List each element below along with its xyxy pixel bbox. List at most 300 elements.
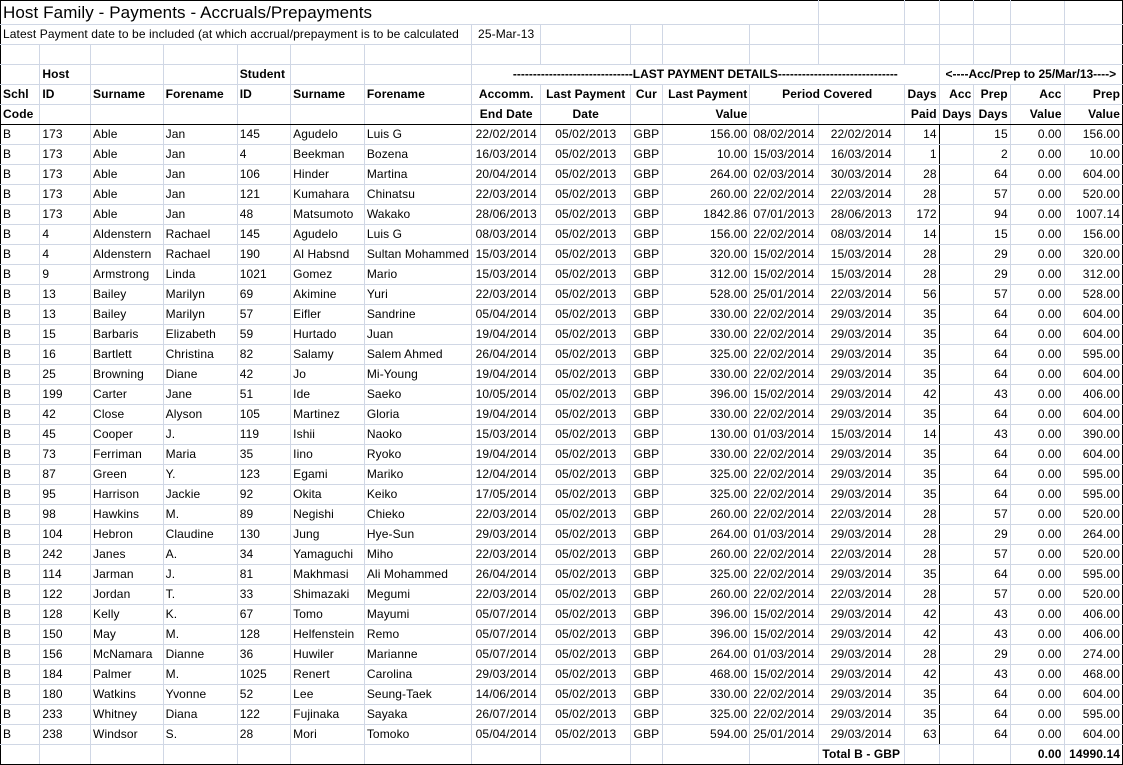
acc-days[interactable] xyxy=(939,385,974,405)
accomm-end-date[interactable]: 26/04/2014 xyxy=(472,565,541,585)
period-to[interactable]: 29/03/2014 xyxy=(818,465,905,485)
prep-value[interactable]: 520.00 xyxy=(1064,505,1122,525)
acc-value[interactable]: 0.00 xyxy=(1010,505,1064,525)
period-to[interactable]: 22/03/2014 xyxy=(818,185,905,205)
days-paid[interactable]: 14 xyxy=(905,425,940,445)
student-surname[interactable]: Yamaguchi xyxy=(291,545,365,565)
host-forename[interactable]: T. xyxy=(163,585,237,605)
accomm-end-date[interactable]: 22/03/2014 xyxy=(472,585,541,605)
host-forename[interactable]: M. xyxy=(163,505,237,525)
schl-code[interactable]: B xyxy=(1,705,40,725)
acc-days[interactable] xyxy=(939,445,974,465)
last-payment-date[interactable]: 05/02/2013 xyxy=(541,685,631,705)
prep-value[interactable]: 312.00 xyxy=(1064,265,1122,285)
accomm-end-date[interactable]: 14/06/2014 xyxy=(472,685,541,705)
last-payment-date[interactable]: 05/02/2013 xyxy=(541,125,631,145)
period-from[interactable]: 25/01/2014 xyxy=(750,725,818,745)
schl-code[interactable]: B xyxy=(1,625,40,645)
schl-code[interactable]: B xyxy=(1,205,40,225)
period-to[interactable]: 29/03/2014 xyxy=(818,305,905,325)
acc-days[interactable] xyxy=(939,325,974,345)
acc-value[interactable]: 0.00 xyxy=(1010,245,1064,265)
prep-days[interactable]: 64 xyxy=(974,405,1010,425)
student-forename[interactable]: Juan xyxy=(364,325,471,345)
period-to[interactable]: 29/03/2014 xyxy=(818,605,905,625)
student-forename[interactable]: Seung-Taek xyxy=(364,685,471,705)
prep-days[interactable]: 64 xyxy=(974,685,1010,705)
currency[interactable]: GBP xyxy=(631,185,662,205)
student-id[interactable]: 67 xyxy=(237,605,290,625)
student-forename[interactable]: Mariko xyxy=(364,465,471,485)
days-paid[interactable]: 35 xyxy=(905,345,940,365)
host-id[interactable]: 9 xyxy=(40,265,91,285)
last-payment-value[interactable]: 396.00 xyxy=(662,385,750,405)
acc-days[interactable] xyxy=(939,605,974,625)
prep-value[interactable]: 604.00 xyxy=(1064,325,1122,345)
prep-days[interactable]: 29 xyxy=(974,525,1010,545)
student-surname[interactable]: Martinez xyxy=(291,405,365,425)
acc-value[interactable]: 0.00 xyxy=(1010,545,1064,565)
host-id[interactable]: 98 xyxy=(40,505,91,525)
host-id[interactable]: 25 xyxy=(40,365,91,385)
last-payment-value[interactable]: 468.00 xyxy=(662,665,750,685)
last-payment-value[interactable]: 325.00 xyxy=(662,565,750,585)
student-forename[interactable]: Remo xyxy=(364,625,471,645)
prep-days[interactable]: 57 xyxy=(974,585,1010,605)
prep-value[interactable]: 520.00 xyxy=(1064,185,1122,205)
acc-value[interactable]: 0.00 xyxy=(1010,405,1064,425)
host-id[interactable]: 184 xyxy=(40,665,91,685)
acc-value[interactable]: 0.00 xyxy=(1010,385,1064,405)
currency[interactable]: GBP xyxy=(631,145,662,165)
period-to[interactable]: 22/02/2014 xyxy=(818,125,905,145)
period-from[interactable]: 15/02/2014 xyxy=(750,265,818,285)
acc-days[interactable] xyxy=(939,725,974,745)
days-paid[interactable]: 35 xyxy=(905,365,940,385)
days-paid[interactable]: 35 xyxy=(905,685,940,705)
prep-days[interactable]: 64 xyxy=(974,465,1010,485)
host-surname[interactable]: Close xyxy=(91,405,164,425)
prep-value[interactable]: 604.00 xyxy=(1064,725,1122,745)
last-payment-value[interactable]: 156.00 xyxy=(662,225,750,245)
host-id[interactable]: 73 xyxy=(40,445,91,465)
student-surname[interactable]: Fujinaka xyxy=(291,705,365,725)
host-id[interactable]: 104 xyxy=(40,525,91,545)
currency[interactable]: GBP xyxy=(631,285,662,305)
last-payment-value[interactable]: 260.00 xyxy=(662,585,750,605)
last-payment-date[interactable]: 05/02/2013 xyxy=(541,225,631,245)
last-payment-date[interactable]: 05/02/2013 xyxy=(541,565,631,585)
accomm-end-date[interactable]: 17/05/2014 xyxy=(472,485,541,505)
period-from[interactable]: 01/03/2014 xyxy=(750,645,818,665)
host-surname[interactable]: Able xyxy=(91,165,164,185)
acc-days[interactable] xyxy=(939,405,974,425)
currency[interactable]: GBP xyxy=(631,265,662,285)
accomm-end-date[interactable]: 19/04/2014 xyxy=(472,325,541,345)
period-from[interactable]: 15/02/2014 xyxy=(750,385,818,405)
days-paid[interactable]: 28 xyxy=(905,645,940,665)
student-surname[interactable]: Tomo xyxy=(291,605,365,625)
student-id[interactable]: 33 xyxy=(237,585,290,605)
currency[interactable]: GBP xyxy=(631,565,662,585)
last-payment-value[interactable]: 528.00 xyxy=(662,285,750,305)
host-forename[interactable]: Linda xyxy=(163,265,237,285)
period-from[interactable]: 22/02/2014 xyxy=(750,565,818,585)
host-id[interactable]: 13 xyxy=(40,305,91,325)
host-surname[interactable]: Jarman xyxy=(91,565,164,585)
host-forename[interactable]: M. xyxy=(163,665,237,685)
period-from[interactable]: 25/01/2014 xyxy=(750,285,818,305)
currency[interactable]: GBP xyxy=(631,345,662,365)
last-payment-date[interactable]: 05/02/2013 xyxy=(541,365,631,385)
period-from[interactable]: 01/03/2014 xyxy=(750,525,818,545)
student-id[interactable]: 128 xyxy=(237,625,290,645)
student-surname[interactable]: Matsumoto xyxy=(291,205,365,225)
student-surname[interactable]: Shimazaki xyxy=(291,585,365,605)
host-id[interactable]: 173 xyxy=(40,185,91,205)
host-forename[interactable]: M. xyxy=(163,625,237,645)
host-id[interactable]: 95 xyxy=(40,485,91,505)
acc-value[interactable]: 0.00 xyxy=(1010,205,1064,225)
student-forename[interactable]: Hye-Sun xyxy=(364,525,471,545)
acc-value[interactable]: 0.00 xyxy=(1010,305,1064,325)
student-forename[interactable]: Carolina xyxy=(364,665,471,685)
host-id[interactable]: 4 xyxy=(40,225,91,245)
accomm-end-date[interactable]: 26/04/2014 xyxy=(472,345,541,365)
student-surname[interactable]: Salamy xyxy=(291,345,365,365)
last-payment-date[interactable]: 05/02/2013 xyxy=(541,645,631,665)
acc-value[interactable]: 0.00 xyxy=(1010,145,1064,165)
student-surname[interactable]: Renert xyxy=(291,665,365,685)
prep-days[interactable]: 29 xyxy=(974,265,1010,285)
currency[interactable]: GBP xyxy=(631,205,662,225)
student-forename[interactable]: Bozena xyxy=(364,145,471,165)
days-paid[interactable]: 28 xyxy=(905,185,940,205)
currency[interactable]: GBP xyxy=(631,705,662,725)
host-forename[interactable]: Claudine xyxy=(163,525,237,545)
schl-code[interactable]: B xyxy=(1,245,40,265)
student-surname[interactable]: Jung xyxy=(291,525,365,545)
days-paid[interactable]: 14 xyxy=(905,125,940,145)
last-payment-value[interactable]: 330.00 xyxy=(662,445,750,465)
prep-value[interactable]: 604.00 xyxy=(1064,165,1122,185)
acc-days[interactable] xyxy=(939,705,974,725)
acc-value[interactable]: 0.00 xyxy=(1010,325,1064,345)
schl-code[interactable]: B xyxy=(1,305,40,325)
last-payment-value[interactable]: 156.00 xyxy=(662,125,750,145)
host-id[interactable]: 114 xyxy=(40,565,91,585)
schl-code[interactable]: B xyxy=(1,665,40,685)
student-surname[interactable]: Iino xyxy=(291,445,365,465)
student-surname[interactable]: Hurtado xyxy=(291,325,365,345)
host-id[interactable]: 173 xyxy=(40,165,91,185)
prep-days[interactable]: 57 xyxy=(974,505,1010,525)
prep-value[interactable]: 520.00 xyxy=(1064,545,1122,565)
acc-days[interactable] xyxy=(939,665,974,685)
student-surname[interactable]: Negishi xyxy=(291,505,365,525)
prep-days[interactable]: 94 xyxy=(974,205,1010,225)
student-forename[interactable]: Mario xyxy=(364,265,471,285)
prep-value[interactable]: 156.00 xyxy=(1064,225,1122,245)
acc-days[interactable] xyxy=(939,525,974,545)
prep-value[interactable]: 520.00 xyxy=(1064,585,1122,605)
schl-code[interactable]: B xyxy=(1,605,40,625)
period-to[interactable]: 16/03/2014 xyxy=(818,145,905,165)
student-forename[interactable]: Gloria xyxy=(364,405,471,425)
prep-value[interactable]: 595.00 xyxy=(1064,465,1122,485)
student-forename[interactable]: Ryoko xyxy=(364,445,471,465)
student-id[interactable]: 145 xyxy=(237,125,290,145)
host-surname[interactable]: Hawkins xyxy=(91,505,164,525)
schl-code[interactable]: B xyxy=(1,425,40,445)
student-surname[interactable]: Agudelo xyxy=(291,125,365,145)
last-payment-value[interactable]: 330.00 xyxy=(662,405,750,425)
currency[interactable]: GBP xyxy=(631,425,662,445)
host-forename[interactable]: Marilyn xyxy=(163,285,237,305)
host-surname[interactable]: Aldenstern xyxy=(91,245,164,265)
prep-value[interactable]: 595.00 xyxy=(1064,565,1122,585)
currency[interactable]: GBP xyxy=(631,465,662,485)
host-id[interactable]: 150 xyxy=(40,625,91,645)
accomm-end-date[interactable]: 22/02/2014 xyxy=(472,125,541,145)
last-payment-date[interactable]: 05/02/2013 xyxy=(541,725,631,745)
accomm-end-date[interactable]: 15/03/2014 xyxy=(472,265,541,285)
acc-value[interactable]: 0.00 xyxy=(1010,185,1064,205)
period-to[interactable]: 29/03/2014 xyxy=(818,345,905,365)
period-to[interactable]: 22/03/2014 xyxy=(818,585,905,605)
currency[interactable]: GBP xyxy=(631,665,662,685)
currency[interactable]: GBP xyxy=(631,445,662,465)
period-to[interactable]: 15/03/2014 xyxy=(818,265,905,285)
student-id[interactable]: 82 xyxy=(237,345,290,365)
host-forename[interactable]: Diane xyxy=(163,365,237,385)
student-forename[interactable]: Sayaka xyxy=(364,705,471,725)
last-payment-value[interactable]: 1842.86 xyxy=(662,205,750,225)
student-surname[interactable]: Agudelo xyxy=(291,225,365,245)
acc-value[interactable]: 0.00 xyxy=(1010,625,1064,645)
days-paid[interactable]: 35 xyxy=(905,465,940,485)
host-id[interactable]: 199 xyxy=(40,385,91,405)
student-id[interactable]: 34 xyxy=(237,545,290,565)
student-surname[interactable]: Makhmasi xyxy=(291,565,365,585)
prep-value[interactable]: 604.00 xyxy=(1064,365,1122,385)
accomm-end-date[interactable]: 22/03/2014 xyxy=(472,505,541,525)
student-id[interactable]: 89 xyxy=(237,505,290,525)
student-forename[interactable]: Mi-Young xyxy=(364,365,471,385)
host-surname[interactable]: Hebron xyxy=(91,525,164,545)
acc-days[interactable] xyxy=(939,425,974,445)
last-payment-value[interactable]: 325.00 xyxy=(662,705,750,725)
schl-code[interactable]: B xyxy=(1,185,40,205)
days-paid[interactable]: 172 xyxy=(905,205,940,225)
student-surname[interactable]: Mori xyxy=(291,725,365,745)
prep-days[interactable]: 43 xyxy=(974,605,1010,625)
host-forename[interactable]: Jackie xyxy=(163,485,237,505)
student-surname[interactable]: Akimine xyxy=(291,285,365,305)
accomm-end-date[interactable]: 15/03/2014 xyxy=(472,245,541,265)
schl-code[interactable]: B xyxy=(1,585,40,605)
period-to[interactable]: 29/03/2014 xyxy=(818,365,905,385)
host-id[interactable]: 4 xyxy=(40,245,91,265)
host-forename[interactable]: Jane xyxy=(163,385,237,405)
period-to[interactable]: 29/03/2014 xyxy=(818,525,905,545)
period-from[interactable]: 15/02/2014 xyxy=(750,625,818,645)
accomm-end-date[interactable]: 10/05/2014 xyxy=(472,385,541,405)
currency[interactable]: GBP xyxy=(631,725,662,745)
prep-days[interactable]: 64 xyxy=(974,365,1010,385)
last-payment-date[interactable]: 05/02/2013 xyxy=(541,505,631,525)
student-forename[interactable]: Mayumi xyxy=(364,605,471,625)
period-from[interactable]: 02/03/2014 xyxy=(750,165,818,185)
student-forename[interactable]: Tomoko xyxy=(364,725,471,745)
host-id[interactable]: 156 xyxy=(40,645,91,665)
acc-days[interactable] xyxy=(939,265,974,285)
currency[interactable]: GBP xyxy=(631,385,662,405)
host-surname[interactable]: Armstrong xyxy=(91,265,164,285)
last-payment-value[interactable]: 325.00 xyxy=(662,345,750,365)
host-id[interactable]: 242 xyxy=(40,545,91,565)
period-to[interactable]: 29/03/2014 xyxy=(818,625,905,645)
student-id[interactable]: 28 xyxy=(237,725,290,745)
days-paid[interactable]: 42 xyxy=(905,625,940,645)
last-payment-date[interactable]: 05/02/2013 xyxy=(541,525,631,545)
currency[interactable]: GBP xyxy=(631,405,662,425)
prep-days[interactable]: 15 xyxy=(974,125,1010,145)
prep-days[interactable]: 64 xyxy=(974,345,1010,365)
acc-days[interactable] xyxy=(939,245,974,265)
schl-code[interactable]: B xyxy=(1,405,40,425)
student-id[interactable]: 92 xyxy=(237,485,290,505)
last-payment-date[interactable]: 05/02/2013 xyxy=(541,185,631,205)
last-payment-value[interactable]: 330.00 xyxy=(662,305,750,325)
acc-days[interactable] xyxy=(939,485,974,505)
acc-value[interactable]: 0.00 xyxy=(1010,665,1064,685)
days-paid[interactable]: 14 xyxy=(905,225,940,245)
schl-code[interactable]: B xyxy=(1,485,40,505)
host-surname[interactable]: Barbaris xyxy=(91,325,164,345)
acc-days[interactable] xyxy=(939,165,974,185)
accomm-end-date[interactable]: 16/03/2014 xyxy=(472,145,541,165)
student-id[interactable]: 4 xyxy=(237,145,290,165)
student-id[interactable]: 81 xyxy=(237,565,290,585)
student-id[interactable]: 42 xyxy=(237,365,290,385)
accomm-end-date[interactable]: 29/03/2014 xyxy=(472,665,541,685)
student-id[interactable]: 59 xyxy=(237,325,290,345)
acc-value[interactable]: 0.00 xyxy=(1010,585,1064,605)
host-id[interactable]: 173 xyxy=(40,205,91,225)
accomm-end-date[interactable]: 05/07/2014 xyxy=(472,645,541,665)
period-to[interactable]: 29/03/2014 xyxy=(818,685,905,705)
days-paid[interactable]: 42 xyxy=(905,665,940,685)
period-from[interactable]: 01/03/2014 xyxy=(750,425,818,445)
host-forename[interactable]: Maria xyxy=(163,445,237,465)
schl-code[interactable]: B xyxy=(1,445,40,465)
acc-days[interactable] xyxy=(939,345,974,365)
student-forename[interactable]: Luis G xyxy=(364,225,471,245)
acc-days[interactable] xyxy=(939,125,974,145)
host-forename[interactable]: A. xyxy=(163,545,237,565)
days-paid[interactable]: 1 xyxy=(905,145,940,165)
host-id[interactable]: 45 xyxy=(40,425,91,445)
student-id[interactable]: 36 xyxy=(237,645,290,665)
prep-days[interactable]: 64 xyxy=(974,565,1010,585)
currency[interactable]: GBP xyxy=(631,165,662,185)
accomm-end-date[interactable]: 26/07/2014 xyxy=(472,705,541,725)
prep-days[interactable]: 64 xyxy=(974,165,1010,185)
prep-days[interactable]: 29 xyxy=(974,245,1010,265)
student-forename[interactable]: Marianne xyxy=(364,645,471,665)
period-from[interactable]: 22/02/2014 xyxy=(750,325,818,345)
currency[interactable]: GBP xyxy=(631,525,662,545)
period-to[interactable]: 29/03/2014 xyxy=(818,645,905,665)
period-from[interactable]: 15/02/2014 xyxy=(750,245,818,265)
student-surname[interactable]: Okita xyxy=(291,485,365,505)
student-forename[interactable]: Sandrine xyxy=(364,305,471,325)
accomm-end-date[interactable]: 22/03/2014 xyxy=(472,285,541,305)
acc-value[interactable]: 0.00 xyxy=(1010,125,1064,145)
host-surname[interactable]: Able xyxy=(91,185,164,205)
student-surname[interactable]: Ishii xyxy=(291,425,365,445)
accomm-end-date[interactable]: 08/03/2014 xyxy=(472,225,541,245)
period-to[interactable]: 29/03/2014 xyxy=(818,485,905,505)
period-to[interactable]: 29/03/2014 xyxy=(818,405,905,425)
acc-value[interactable]: 0.00 xyxy=(1010,165,1064,185)
student-forename[interactable]: Sultan Mohammed xyxy=(364,245,471,265)
prep-days[interactable]: 57 xyxy=(974,285,1010,305)
student-id[interactable]: 145 xyxy=(237,225,290,245)
host-forename[interactable]: J. xyxy=(163,565,237,585)
days-paid[interactable]: 35 xyxy=(905,565,940,585)
acc-value[interactable]: 0.00 xyxy=(1010,465,1064,485)
accomm-end-date[interactable]: 19/04/2014 xyxy=(472,445,541,465)
student-surname[interactable]: Egami xyxy=(291,465,365,485)
host-surname[interactable]: Janes xyxy=(91,545,164,565)
last-payment-date[interactable]: 05/02/2013 xyxy=(541,465,631,485)
student-id[interactable]: 48 xyxy=(237,205,290,225)
student-surname[interactable]: Huwiler xyxy=(291,645,365,665)
currency[interactable]: GBP xyxy=(631,325,662,345)
acc-value[interactable]: 0.00 xyxy=(1010,685,1064,705)
student-surname[interactable]: Hinder xyxy=(291,165,365,185)
days-paid[interactable]: 28 xyxy=(905,165,940,185)
last-payment-value[interactable]: 396.00 xyxy=(662,625,750,645)
prep-value[interactable]: 595.00 xyxy=(1064,485,1122,505)
last-payment-value[interactable]: 264.00 xyxy=(662,525,750,545)
prep-days[interactable]: 57 xyxy=(974,545,1010,565)
days-paid[interactable]: 63 xyxy=(905,725,940,745)
period-to[interactable]: 08/03/2014 xyxy=(818,225,905,245)
last-payment-date[interactable]: 05/02/2013 xyxy=(541,665,631,685)
student-id[interactable]: 51 xyxy=(237,385,290,405)
days-paid[interactable]: 35 xyxy=(905,305,940,325)
last-payment-value[interactable]: 330.00 xyxy=(662,365,750,385)
prep-days[interactable]: 43 xyxy=(974,625,1010,645)
host-forename[interactable]: Rachael xyxy=(163,245,237,265)
days-paid[interactable]: 35 xyxy=(905,405,940,425)
accomm-end-date[interactable]: 05/07/2014 xyxy=(472,625,541,645)
accomm-end-date[interactable]: 19/04/2014 xyxy=(472,365,541,385)
last-payment-date[interactable]: 05/02/2013 xyxy=(541,325,631,345)
schl-code[interactable]: B xyxy=(1,565,40,585)
period-to[interactable]: 29/03/2014 xyxy=(818,665,905,685)
prep-value[interactable]: 320.00 xyxy=(1064,245,1122,265)
host-surname[interactable]: Able xyxy=(91,145,164,165)
period-from[interactable]: 22/02/2014 xyxy=(750,185,818,205)
prep-days[interactable]: 64 xyxy=(974,705,1010,725)
last-payment-value[interactable]: 325.00 xyxy=(662,485,750,505)
host-surname[interactable]: Watkins xyxy=(91,685,164,705)
accomm-end-date[interactable]: 20/04/2014 xyxy=(472,165,541,185)
